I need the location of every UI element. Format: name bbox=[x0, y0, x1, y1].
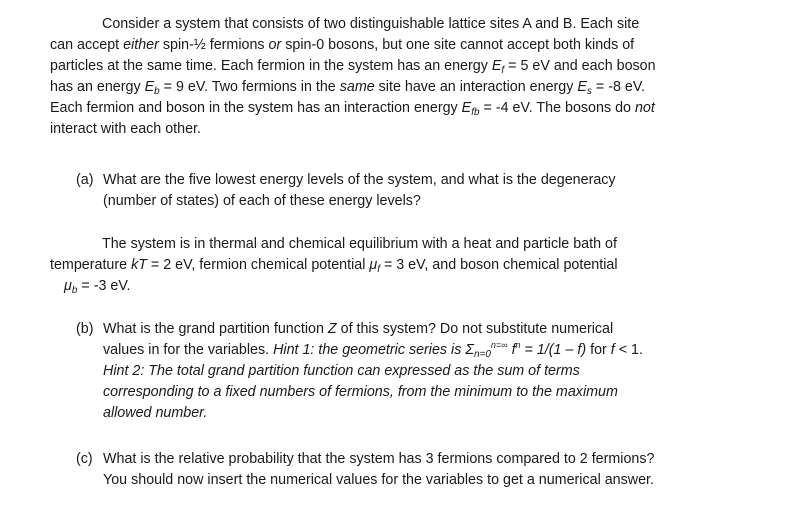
bath-line-1: The system is in thermal and chemical equilibrium with a heat and particle bath of bbox=[102, 236, 617, 252]
intro-line-4: has an energy $E_b = 9$ eV. Two fermions in the same site have an interaction energy $E_s = -8$ eV. bbox=[50, 79, 646, 97]
intro-paragraph bbox=[50, 14, 750, 140]
bath-line-3: $\mu_b = -3$ eV. bbox=[64, 278, 131, 296]
question-c-text: What is the relative probability that the system has 3 fermions compared to 2 fermions? You should now insert the numerical values for the variables to get a numerical answer. bbox=[103, 451, 655, 488]
question-b-text: What is the grand partition function Z of this system? Do not substitute numerical values in for the variables. Hint 1: the geometric series is $\Sigma_{n=0}^{n=\infty}$ $f^n = 1/(1 - f)$ for f < 1. Hint 2: The total grand partition function can expressed as the sum of terms corresponding to a fixed numbers of fermions, from the minimum to the maximum allowed number. bbox=[103, 321, 643, 421]
intro-line-5: Each fermion and boson in the system has an interaction energy $E_{fb} = -4$ eV. The bosons do not bbox=[50, 100, 655, 118]
question-b bbox=[76, 319, 766, 424]
question-c bbox=[76, 449, 766, 491]
question-a bbox=[76, 170, 766, 212]
intro-line-3: particles at the same time. Each fermion in the system has an energy $E_f = 5$ eV and each boson bbox=[50, 58, 656, 76]
bath-line-2: temperature kT = 2 eV, fermion chemical potential $\mu_f = 3$ eV, and boson chemical potential bbox=[50, 257, 618, 275]
intro-line-1: Consider a system that consists of two distinguishable lattice sites A and B. Each site bbox=[102, 16, 640, 32]
question-c-label: (c) bbox=[76, 451, 93, 467]
question-b-label: (b) bbox=[76, 321, 94, 337]
bath-paragraph bbox=[50, 234, 750, 297]
intro-line-6: interact with each other. bbox=[50, 121, 201, 137]
intro-line-2: can accept either spin-½ fermions or spin-0 bosons, but one site cannot accept both kinds of bbox=[50, 37, 635, 53]
question-a-text: What are the five lowest energy levels of the system, and what is the degeneracy (number of states) of each of these energy levels? bbox=[103, 172, 616, 209]
question-a-label: (a) bbox=[76, 172, 94, 188]
